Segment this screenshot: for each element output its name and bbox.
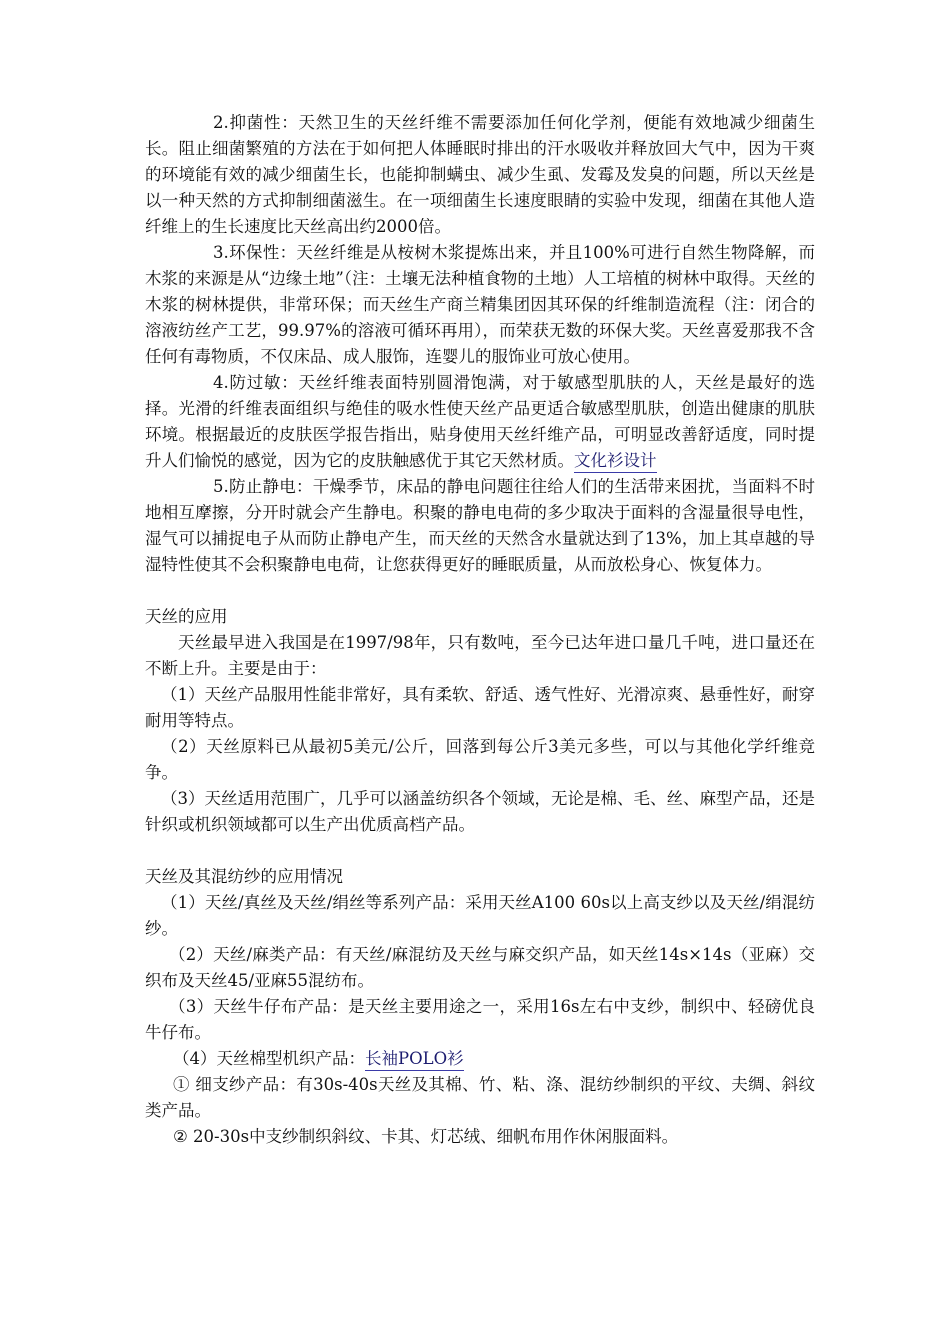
long-sleeve-polo-link[interactable]: 长袖POLO衫 [365, 1049, 464, 1071]
blend-item-1: （1）天丝/真丝及天丝/绢丝等系列产品：采用天丝A100 60s以上高支纱以及天丝/绢混纺纱。 [145, 893, 815, 938]
paragraph-text: 5.防止静电：干燥季节，床品的静电问题往往给人们的生活带来困扰，当面料不时地相互摩擦，分开时就会产生静电。积聚的静电电荷的多少取决于面料的含湿量很导电性，湿气可以捕捉电子从而防止静电产生，而天丝的天然含水量就达到了13%，加上其卓越的导湿特性使其不会积聚静电电荷，让您获得更好的睡眠质量，从而放松身心、恢复体力。 [145, 477, 815, 574]
paragraph-eco-friendly [145, 240, 815, 370]
application-item-1: （1）天丝产品服用性能非常好，具有柔软、舒适、透气性好、光滑凉爽、悬垂性好，耐穿耐用等特点。 [145, 685, 815, 730]
paragraph-antibacterial [145, 110, 815, 240]
paragraph-text: 2.抑菌性：天然卫生的天丝纤维不需要添加任何化学剂，便能有效地减少细菌生长。阻止细菌繁殖的方法在于如何把人体睡眠时排出的汗水吸收并释放回大气中，因为干爽的环境能有效的减少细菌生长，也能抑制螨虫、减少生虱、发霉及发臭的问题，所以天丝是以一种天然的方式抑制细菌滋生。在一项细菌生长速度眼睛的实验中发现，细菌在其他人造纤维上的生长速度比天丝高出约2000倍。 [145, 113, 815, 236]
document-page [145, 110, 815, 1150]
blend-sub-item-2: ② 20-30s中支纱制织斜纹、卡其、灯芯绒、细帆布用作休闲服面料。 [173, 1127, 679, 1146]
paragraph-text: 4.防过敏：天丝纤维表面特别圆滑饱满，对于敏感型肌肤的人，天丝是最好的选择。光滑的纤维表面组织与绝佳的吸水性使天丝产品更适合敏感型肌肤，创造出健康的肌肤环境。根据最近的皮肤医学报告指出，贴身使用天丝纤维产品，可明显改善舒适度，同时提升人们愉悦的感觉，因为它的皮肤触感优于其它天然材质。 [145, 373, 815, 470]
section-heading-blend: 天丝及其混纺纱的应用情况 [145, 867, 343, 886]
blend-item-3: （3）天丝牛仔布产品：是天丝主要用途之一，采用16s左右中支纱，制织中、轻磅优良牛仔布。 [145, 997, 815, 1042]
blend-item-2: （2）天丝/麻类产品：有天丝/麻混纺及天丝与麻交织产品，如天丝14s×14s（亚麻）交织布及天丝45/亚麻55混纺布。 [145, 945, 815, 990]
paragraph-anti-allergy [145, 370, 815, 474]
blend-item-4 [145, 1046, 815, 1072]
application-item-3: （3）天丝适用范围广，几乎可以涵盖纺织各个领域，无论是棉、毛、丝、麻型产品，还是针织或机织领域都可以生产出优质高档产品。 [145, 789, 815, 834]
paragraph-text: 3.环保性：天丝纤维是从桉树木浆提炼出来，并且100%可进行自然生物降解，而木浆的来源是从“边缘土地”（注：土壤无法种植食物的土地）人工培植的树林中取得。天丝的木浆的树林提供，非常环保；而天丝生产商兰精集团因其环保的纤维制造流程（注：闭合的溶液纺丝产工艺，99.97%的溶液可循环再用），而荣获无数的环保大奖。天丝喜爱那我不含任何有毒物质，不仅床品、成人服饰，连婴儿的服饰业可放心使用。 [145, 243, 815, 366]
culture-shirt-design-link[interactable]: 文化衫设计 [574, 451, 657, 473]
application-intro: 天丝最早进入我国是在1997/98年，只有数吨，至今已达年进口量几千吨，进口量还在不断上升。主要是由于： [145, 633, 815, 678]
application-item-2: （2）天丝原料已从最初5美元/公斤，回落到每公斤3美元多些，可以与其他化学纤维竞争。 [145, 737, 815, 782]
section-heading-application: 天丝的应用 [145, 607, 228, 626]
paragraph-anti-static [145, 474, 815, 578]
blend-item-4-text: （4）天丝棉型机织产品： [173, 1049, 365, 1068]
blend-sub-item-1: ① 细支纱产品：有30s-40s天丝及其棉、竹、粘、涤、混纺纱制织的平纹、夫绸、斜纹类产品。 [145, 1075, 815, 1120]
